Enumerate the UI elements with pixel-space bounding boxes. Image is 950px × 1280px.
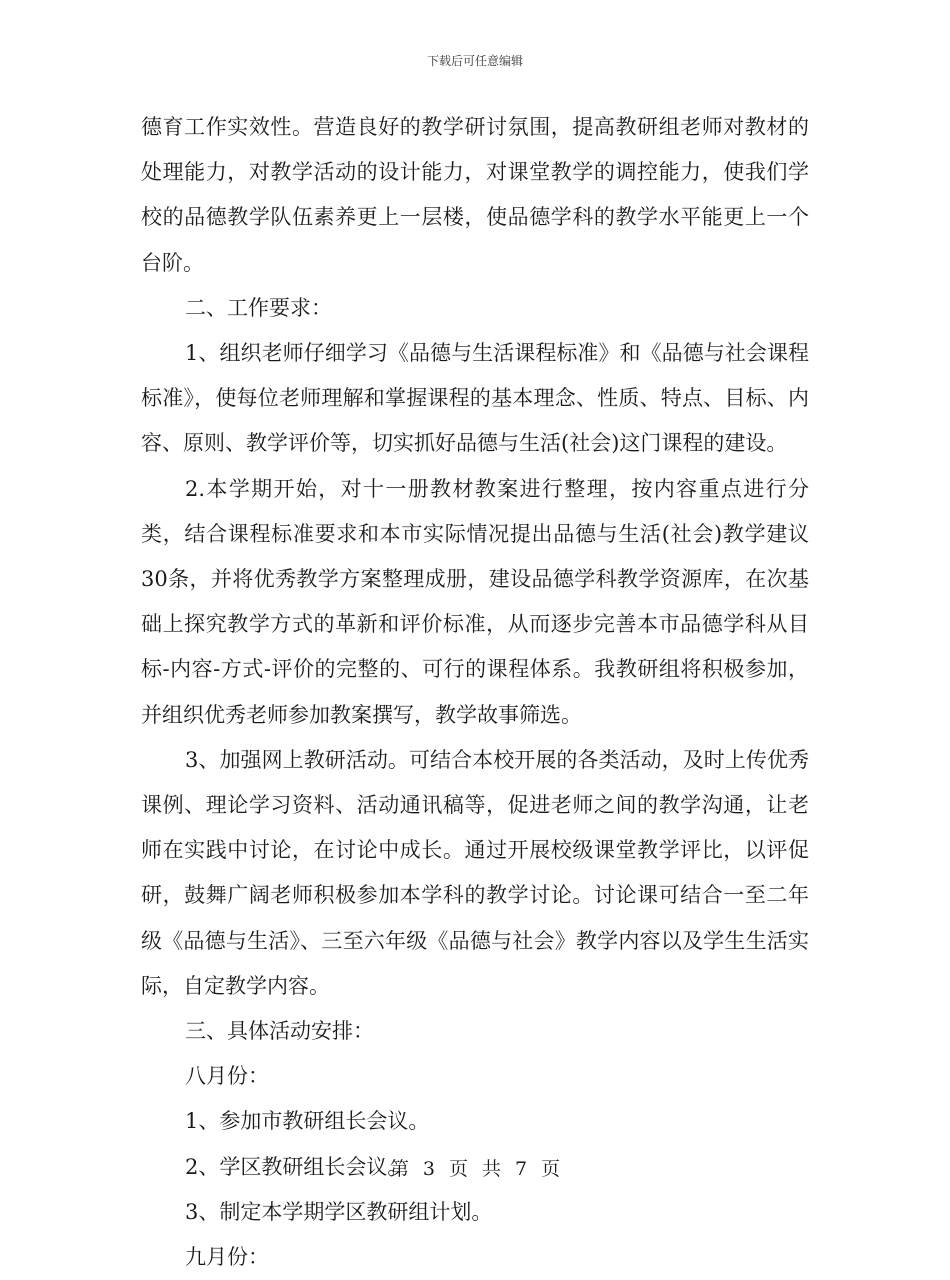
page-footer: 第 3 页 共 7 页 <box>389 1158 561 1180</box>
paragraph-requirement-3: 3、加强网上教研活动。可结合本校开展的各类活动，及时上传优秀课例、理论学习资料、活动通讯稿等，促进老师之间的教学沟通，让老师在实践中讨论，在讨论中成长。通过开展校级课堂教学评比，以评促研，鼓舞广阔老师积极参加本学科的教学讨论。讨论课可结合一至二年级《品德与生活》、三至六年级《品德与社会》教学内容以及学生生活实际，自定教学内容。 <box>141 747 809 998</box>
page-header: 下载后可任意编辑 <box>426 54 523 68</box>
paragraph-requirement-1: 1、组织老师仔细学习《品德与生活课程标准》和《品德与社会课程标准》，使每位老师理解和掌握课程的基本理念、性质、特点、目标、内容、原则、教学评价等，切实抓好品德与生活(社会)这门课程的建设。 <box>141 341 809 456</box>
section-heading-activity-schedule: 三、具体活动安排： <box>185 1019 374 1044</box>
section-heading-work-requirements: 二、工作要求： <box>185 295 332 320</box>
list-item-august-1: 1、参加市教研组长会议。 <box>185 1109 430 1134</box>
list-item-august-3: 3、制定本学期学区教研组计划。 <box>185 1199 493 1224</box>
document-body <box>141 105 809 1280</box>
list-item-august-2: 2、学区教研组长会议。 <box>185 1154 409 1179</box>
month-heading-september: 九月份： <box>185 1245 269 1270</box>
paragraph-intro-continuation: 德育工作实效性。营造良好的教学研讨氛围，提高教研组老师对教材的处理能力，对教学活动的设计能力，对课堂教学的调控能力，使我们学校的品德教学队伍素养更上一层楼，使品德学科的教学水平能更上一个台阶。 <box>141 115 809 275</box>
paragraph-requirement-2: 2.本学期开始，对十一册教材教案进行整理，按内容重点进行分类，结合课程标准要求和本市实际情况提出品德与生活(社会)教学建议30条，并将优秀教学方案整理成册，建设品德学科教学资源库，在次基础上探究教学方式的革新和评价标准，从而逐步完善本市品德学科从目标-内容-方式-评价的完整的、可行的课程体系。我教研组将积极参加，并组织优秀老师参加教案撰写，教学故事筛选。 <box>141 476 809 727</box>
month-heading-august: 八月份： <box>185 1064 269 1089</box>
